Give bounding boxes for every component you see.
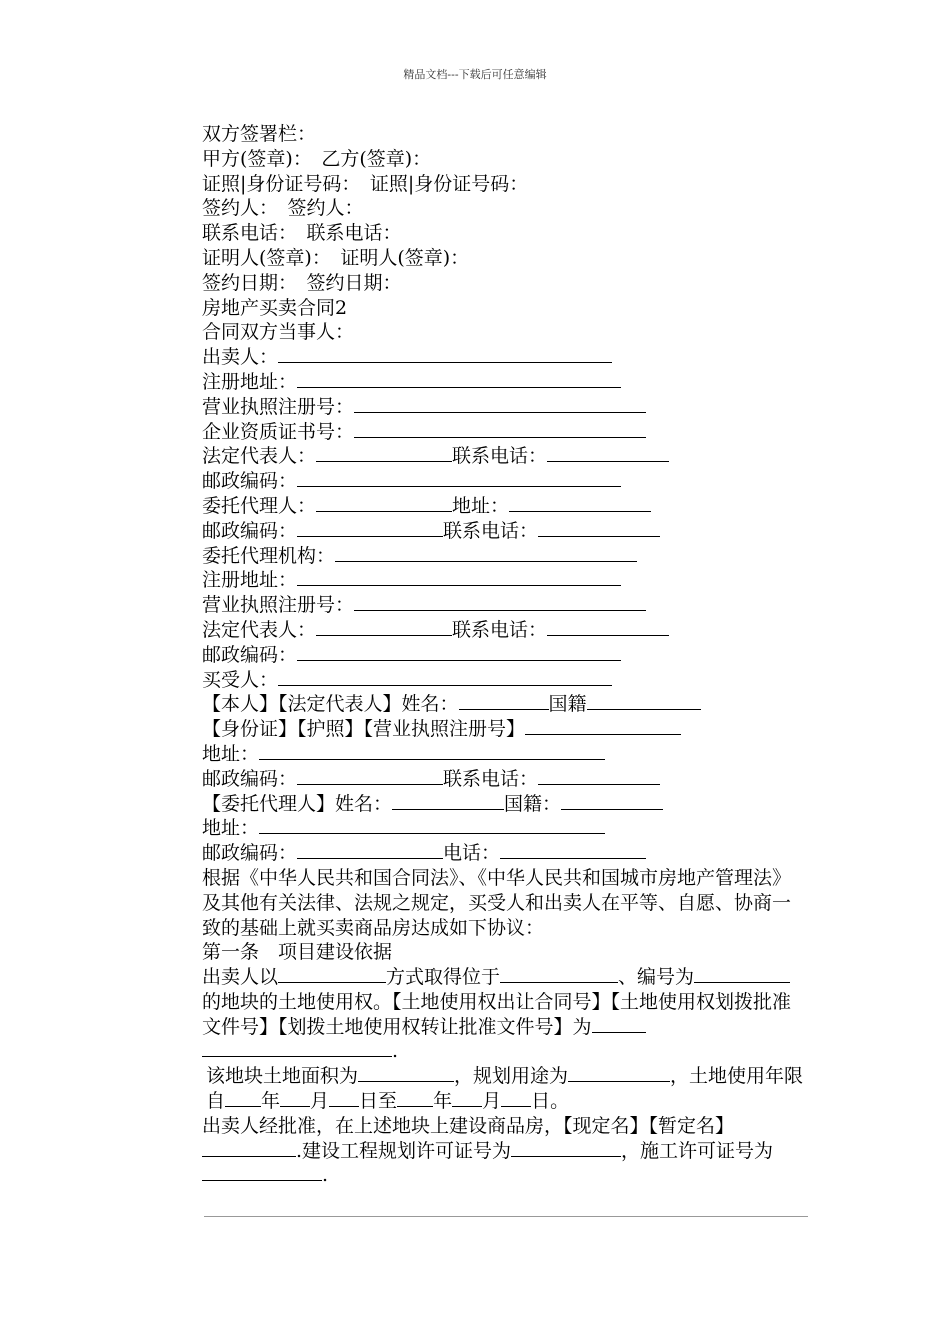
text-span: 日。 xyxy=(531,1090,570,1113)
blank-field xyxy=(259,816,605,834)
blank-field xyxy=(358,1064,454,1082)
field-label: 法定代表人： xyxy=(202,445,317,468)
blank-field xyxy=(538,519,660,537)
blank-field xyxy=(459,692,549,710)
form-line xyxy=(146,792,808,817)
form-line xyxy=(146,544,808,569)
text-span: 出卖人经批准，在上述地块上建设商品房，【现定名】【暂定名】 xyxy=(202,1114,735,1137)
blank-field xyxy=(297,370,621,388)
page-header: 精品文档---下载后可任意编辑 xyxy=(403,68,547,81)
blank-field xyxy=(225,1089,261,1107)
field-label: 企业资质证书号： xyxy=(202,420,355,443)
blank-field xyxy=(511,1139,621,1157)
document-body xyxy=(146,122,808,1188)
field-label: 【身份证】【护照】【营业执照注册号】 xyxy=(202,718,526,741)
form-line xyxy=(146,841,808,866)
paragraph xyxy=(146,1114,808,1188)
field-label: 注册地址： xyxy=(202,569,298,592)
text-line: 联系电话： 联系电话： xyxy=(202,222,402,245)
text-span: . xyxy=(322,1164,329,1187)
blank-field xyxy=(397,1089,433,1107)
field-label: 买受人： xyxy=(202,668,279,691)
blank-field xyxy=(509,494,651,512)
field-label: 邮政编码： xyxy=(202,842,298,865)
form-line xyxy=(146,717,808,742)
text-span: 月 xyxy=(482,1090,502,1113)
text-span: 年 xyxy=(261,1090,281,1113)
text-line: 证照|身份证号码： 证照|身份证号码： xyxy=(202,172,529,195)
form-line xyxy=(146,519,808,544)
form-line xyxy=(146,420,808,445)
text-span: 方式取得位于 xyxy=(386,966,501,989)
form-line xyxy=(146,643,808,668)
text-span: 月 xyxy=(310,1090,330,1113)
paragraph: 根据《中华人民共和国合同法》、《中华人民共和国城市房地产管理法》及其他有关法律、法规之规定，买受人和出卖人在平等、自愿、协商一致的基础上就买卖商品房达成如下协议： xyxy=(202,866,792,939)
form-line xyxy=(146,668,808,693)
form-line xyxy=(146,469,808,494)
blank-field xyxy=(501,1089,531,1107)
field-label: 国籍 xyxy=(548,693,587,716)
field-label: 邮政编码： xyxy=(202,519,298,542)
text-span: ，施工许可证号为 xyxy=(621,1139,774,1162)
blank-field xyxy=(278,965,386,983)
text-line: 甲方(签章)： 乙方(签章)： xyxy=(202,147,432,170)
contract-title: 房地产买卖合同2 xyxy=(202,296,348,319)
form-line xyxy=(146,618,808,643)
blank-field xyxy=(297,469,621,487)
blank-field xyxy=(500,965,618,983)
text-span: ，土地使用年限自 xyxy=(206,1065,804,1113)
field-label: 电话： xyxy=(443,842,501,865)
field-label: 【本人】【法定代表人】姓名： xyxy=(202,693,459,716)
blank-field xyxy=(547,618,669,636)
text-line: 合同双方当事人： xyxy=(202,321,355,344)
blank-field xyxy=(568,1064,670,1082)
blank-field xyxy=(587,692,701,710)
blank-field xyxy=(316,444,452,462)
field-label: 委托代理人： xyxy=(202,494,317,517)
form-line xyxy=(146,494,808,519)
blank-field xyxy=(259,742,605,760)
field-label: 邮政编码： xyxy=(202,767,298,790)
text-line: 双方签署栏： xyxy=(202,123,317,145)
blank-field xyxy=(202,1163,322,1181)
paragraph xyxy=(146,965,808,1064)
field-label: 营业执照注册号： xyxy=(202,395,355,418)
blank-field xyxy=(278,668,612,686)
blank-field xyxy=(297,643,621,661)
field-label: 邮政编码： xyxy=(202,470,298,493)
blank-field xyxy=(354,593,646,611)
field-label: 联系电话： xyxy=(452,445,548,468)
blank-field xyxy=(202,1139,296,1157)
field-label: 委托代理机构： xyxy=(202,544,336,567)
blank-field xyxy=(280,1089,310,1107)
blank-field xyxy=(525,717,681,735)
blank-field xyxy=(738,965,790,983)
form-line xyxy=(146,692,808,717)
field-label: 联系电话： xyxy=(443,767,539,790)
field-label: 联系电话： xyxy=(443,519,539,542)
blank-field xyxy=(297,568,621,586)
field-label: 地址： xyxy=(202,817,260,840)
blank-field xyxy=(316,618,452,636)
text-span: ，规划用途为 xyxy=(454,1065,569,1088)
blank-field xyxy=(561,792,663,810)
blank-field xyxy=(202,1039,392,1057)
blank-field xyxy=(335,544,637,562)
blank-field xyxy=(452,1089,482,1107)
blank-field xyxy=(392,792,504,810)
text-span: 、编号为 xyxy=(618,966,695,989)
field-label: 国籍： xyxy=(504,792,562,815)
text-span: . xyxy=(392,1040,399,1063)
blank-field xyxy=(329,1089,359,1107)
text-span: .建设工程规划许可证号为 xyxy=(296,1139,512,1162)
form-line xyxy=(146,444,808,469)
form-line xyxy=(146,568,808,593)
blank-field xyxy=(538,767,660,785)
blank-field xyxy=(547,444,669,462)
text-span: 的地块的土地使用权。【土地使用权出让合同号】【土地使用权划拨批准文件号】【划拨土地使用权转让批准文件号】为 xyxy=(202,990,792,1038)
field-label: 联系电话： xyxy=(452,618,548,641)
field-label: 出卖人： xyxy=(202,346,279,369)
field-label: 营业执照注册号： xyxy=(202,594,355,617)
form-line xyxy=(146,816,808,841)
article-heading: 第一条 项目建设依据 xyxy=(202,941,393,964)
field-label: 法定代表人： xyxy=(202,618,317,641)
text-span: 出卖人以 xyxy=(202,966,279,989)
blank-field xyxy=(500,841,646,859)
field-label: 地址： xyxy=(452,494,510,517)
field-label: 注册地址： xyxy=(202,370,298,393)
blank-field xyxy=(297,767,443,785)
form-line xyxy=(146,395,808,420)
text-line: 证明人(签章)： 证明人(签章)： xyxy=(202,246,470,269)
text-span: 该地块土地面积为 xyxy=(206,1065,359,1088)
paragraph xyxy=(146,1064,808,1114)
field-label: 邮政编码： xyxy=(202,643,298,666)
field-label: 地址： xyxy=(202,742,260,765)
text-span: 年 xyxy=(433,1090,453,1113)
form-line xyxy=(146,742,808,767)
blank-field xyxy=(297,519,443,537)
blank-field xyxy=(297,841,443,859)
blank-field xyxy=(354,395,646,413)
form-line xyxy=(146,767,808,792)
blank-field xyxy=(316,494,452,512)
blank-field xyxy=(592,1015,646,1033)
form-line xyxy=(146,593,808,618)
text-line: 签约人： 签约人： xyxy=(202,197,364,220)
field-label: 【委托代理人】姓名： xyxy=(202,792,393,815)
blank-field xyxy=(694,965,738,983)
form-line xyxy=(146,370,808,395)
text-span: 日至 xyxy=(359,1090,398,1113)
blank-field xyxy=(278,345,612,363)
text-line: 签约日期： 签约日期： xyxy=(202,271,402,294)
form-line xyxy=(146,345,808,370)
blank-field xyxy=(354,420,646,438)
footer-divider xyxy=(204,1216,808,1217)
